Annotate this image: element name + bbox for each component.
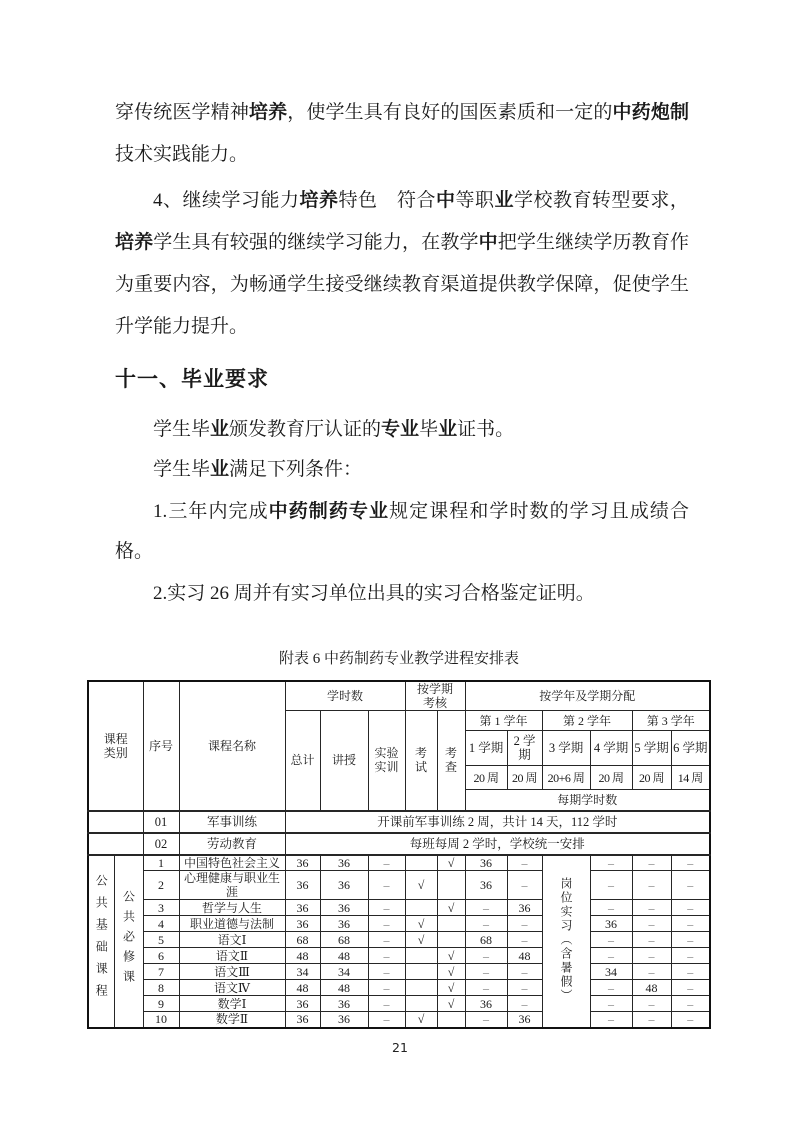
cell-course-name: 语文Ⅱ (179, 948, 285, 964)
cell-course-name: 职业道德与法制 (179, 916, 285, 932)
special-row-labor (88, 833, 710, 855)
cell-semester-2: – (507, 980, 542, 996)
cell-semester-1: 36 (465, 871, 507, 900)
category-outer-cell (88, 855, 114, 1028)
header-per-term-hours-label: 每期学时数 (557, 792, 618, 807)
cell-exam-check (405, 900, 437, 916)
cell-course-name: 语文Ⅰ (179, 932, 285, 948)
cell-semester-1: 36 (465, 996, 507, 1012)
header-weeks-3-label: 20+6 周 (547, 770, 585, 785)
header-weeks-4 (590, 766, 632, 790)
header-seq-label: 序号 (148, 738, 173, 753)
header-distribution-group (465, 681, 710, 711)
cell-lecture-hours: 36 (320, 900, 368, 916)
cell-seq: 3 (143, 900, 179, 916)
cell-seq: 5 (143, 932, 179, 948)
cell-practice-hours: – (368, 996, 405, 1012)
text-run: 学校教育转型要求， (513, 190, 689, 211)
cell-inspect-check (437, 1012, 465, 1028)
header-weeks-5-label: 20 周 (639, 770, 665, 785)
schedule-table (87, 680, 711, 1029)
course-row (88, 948, 710, 964)
header-course-name (179, 681, 285, 811)
text-run: 培养 (299, 190, 339, 211)
cell-practice-hours: – (368, 855, 405, 871)
header-practice-hours (368, 711, 405, 811)
header-year-1 (465, 711, 542, 731)
cell-total-hours: 68 (285, 932, 320, 948)
cell-inspect-check: √ (437, 855, 465, 871)
cell-semester-5: – (632, 964, 671, 980)
cell-seq: 8 (143, 980, 179, 996)
text-run: 证书。 (457, 419, 515, 440)
text-run: 中药炮制 (612, 102, 689, 123)
cell-course-name: 哲学与人生 (179, 900, 285, 916)
cell-semester-2: – (507, 964, 542, 980)
header-weeks-6 (671, 766, 710, 790)
header-course-name-label: 课程名称 (207, 738, 256, 753)
cell-semester-2: – (507, 932, 542, 948)
header-assessment-group (405, 681, 465, 711)
text-run: 中 (478, 232, 498, 253)
cell-semester-1: – (465, 916, 507, 932)
cell-semester-4: 34 (590, 964, 632, 980)
text-run: 学生具有较强的继续学习能力，在教学 (153, 232, 479, 253)
cell-course-name: 数学Ⅰ (179, 996, 285, 1012)
category-inner-cell (114, 855, 143, 1028)
header-semester-3 (542, 731, 590, 766)
cell-category-empty (88, 833, 143, 855)
table-area (87, 648, 711, 1029)
header-weeks-2 (507, 766, 542, 790)
header-exam (405, 711, 437, 811)
cell-inspect-check: √ (437, 900, 465, 916)
paragraph-conditions (115, 450, 689, 490)
cell-semester-1: – (465, 948, 507, 964)
header-weeks-3 (542, 766, 590, 790)
text-run: ，使学生具有良好的国医素质和一定的 (287, 102, 613, 123)
cell-semester-6: – (671, 900, 710, 916)
header-year-2-label: 第 2 学年 (563, 713, 612, 728)
course-row (88, 964, 710, 980)
text-run: 中 (435, 190, 456, 211)
cell-semester-6: – (671, 980, 710, 996)
header-distribution-group-label: 按学年及学期分配 (539, 689, 636, 703)
text-content (115, 92, 689, 614)
cell-inspect-check: √ (437, 948, 465, 964)
cell-semester-6: – (671, 871, 710, 900)
cell-semester-6: – (671, 932, 710, 948)
text-run: 中药制药专业 (268, 501, 390, 522)
cell-lecture-hours: 34 (320, 964, 368, 980)
cell-seq: 10 (143, 1012, 179, 1028)
cell-semester-5: – (632, 932, 671, 948)
header-total-hours (285, 711, 320, 811)
header-exam-label: 考试 (415, 746, 428, 775)
cell-exam-check (405, 855, 437, 871)
cell-semester-4: – (590, 932, 632, 948)
internship-cell (542, 855, 590, 1028)
header-hours-group-label: 学时数 (327, 689, 364, 703)
header-year-2 (542, 711, 632, 731)
text-run: 专业 (381, 419, 420, 440)
cell-practice-hours: – (368, 871, 405, 900)
header-weeks-1 (465, 766, 507, 790)
header-semester-2-label: 2 学期 (513, 734, 536, 762)
header-course-category-label: 课程类别 (103, 731, 128, 760)
header-per-term-hours (465, 790, 710, 811)
cell-semester-4: – (590, 980, 632, 996)
cell-exam-check: √ (405, 916, 437, 932)
cell-practice-hours: – (368, 980, 405, 996)
cell-practice-hours: – (368, 964, 405, 980)
cell-lecture-hours: 68 (320, 932, 368, 948)
text-run: 满足下列条件： (229, 459, 363, 480)
cell-semester-4: – (590, 900, 632, 916)
header-lecture-hours (320, 711, 368, 811)
cell-practice-hours: – (368, 932, 405, 948)
course-row (88, 980, 710, 996)
cell-lecture-hours: 48 (320, 948, 368, 964)
cell-course-name: 语文Ⅳ (179, 980, 285, 996)
section-heading: 十一、毕业要求 (115, 368, 269, 391)
text-run: 业 (210, 459, 230, 480)
table-caption: 附表 6 中药制药专业教学进程安排表 (278, 651, 519, 667)
cell-inspect-check (437, 916, 465, 932)
text-run: 4、继续学习能力 (153, 190, 300, 211)
text-run: 穿传统医学精神 (115, 102, 249, 123)
internship-cell-label: 岗位实习（含暑假） (559, 876, 574, 1003)
cell-total-hours: 48 (285, 980, 320, 996)
cell-semester-4: 36 (590, 916, 632, 932)
header-check-label: 考查 (445, 746, 458, 775)
text-run: 业 (494, 190, 514, 211)
cell-seq: 4 (143, 916, 179, 932)
cell-course-name: 劳动教育 (179, 833, 285, 855)
course-row (88, 996, 710, 1012)
paragraph-condition-1 (115, 492, 689, 572)
course-row (88, 916, 710, 932)
text-run: 技术实践能力。 (115, 144, 249, 165)
cell-total-hours: 36 (285, 900, 320, 916)
cell-exam-check (405, 996, 437, 1012)
cell-course-name: 中国特色社会主义 (179, 855, 285, 871)
paragraph-continuation (115, 92, 689, 176)
header-assessment-group-label: 按学期考核 (417, 682, 454, 710)
special-rows (88, 811, 710, 855)
cell-semester-5: – (632, 996, 671, 1012)
cell-lecture-hours: 36 (320, 871, 368, 900)
cell-total-hours: 36 (285, 996, 320, 1012)
header-year-3 (632, 711, 710, 731)
cell-lecture-hours: 36 (320, 1012, 368, 1028)
cell-total-hours: 36 (285, 855, 320, 871)
cell-semester-6: – (671, 996, 710, 1012)
text-run: 学生毕 (153, 419, 211, 440)
cell-note: 每班每周 2 学时，学校统一安排 (285, 833, 710, 855)
text-run: 把学生继续学历教育作为重要内容，为畅通学生接受继续教育渠道提供教学保障，促使学生升学能力提升。 (115, 232, 689, 337)
header-total-hours-label: 总计 (290, 753, 315, 768)
cell-seq: 1 (143, 855, 179, 871)
cell-practice-hours: – (368, 916, 405, 932)
header-semester-6-label: 6 学期 (673, 741, 708, 755)
cell-course-name: 数学Ⅱ (179, 1012, 285, 1028)
header-semester-1 (465, 731, 507, 766)
cell-semester-2: – (507, 855, 542, 871)
course-row (88, 932, 710, 948)
cell-course-name: 语文Ⅲ (179, 964, 285, 980)
cell-practice-hours: – (368, 1012, 405, 1028)
cell-total-hours: 36 (285, 916, 320, 932)
cell-course-name: 军事训练 (179, 811, 285, 833)
cell-semester-5: – (632, 900, 671, 916)
cell-semester-4: – (590, 871, 632, 900)
cell-inspect-check: √ (437, 980, 465, 996)
cell-semester-5: – (632, 916, 671, 932)
text-run: 学生毕 (153, 459, 211, 480)
cell-semester-1: 36 (465, 855, 507, 871)
cell-exam-check: √ (405, 871, 437, 900)
paragraph-item-4 (115, 180, 689, 348)
cell-semester-5: – (632, 1012, 671, 1028)
cell-course-name: 心理健康与职业生涯 (179, 871, 285, 900)
header-course-category (88, 681, 143, 811)
header-semester-3-label: 3 学期 (548, 741, 584, 755)
header-year-1-label: 第 1 学年 (479, 713, 528, 728)
course-rows (88, 855, 710, 1028)
cell-practice-hours: – (368, 948, 405, 964)
course-row (88, 1012, 710, 1028)
cell-semester-6: – (671, 948, 710, 964)
cell-semester-4: – (590, 996, 632, 1012)
cell-note: 开课前军事训练 2 周，共计 14 天，112 学时 (285, 811, 710, 833)
text-run: 等职 (455, 190, 495, 211)
cell-category-empty (88, 811, 143, 833)
cell-seq: 01 (143, 811, 179, 833)
header-semester-1-label: 1 学期 (468, 741, 504, 755)
header-check (437, 711, 465, 811)
cell-semester-5: – (632, 948, 671, 964)
header-semester-2 (507, 731, 542, 766)
cell-semester-1: – (465, 964, 507, 980)
cell-total-hours: 48 (285, 948, 320, 964)
header-weeks-2-label: 20 周 (512, 770, 538, 785)
cell-semester-4: – (590, 855, 632, 871)
cell-inspect-check (437, 932, 465, 948)
header-seq (143, 681, 179, 811)
cell-inspect-check: √ (437, 964, 465, 980)
text-run: 培养 (248, 102, 288, 123)
header-weeks-1-label: 20 周 (473, 770, 499, 785)
cell-semester-4: – (590, 948, 632, 964)
category-outer-cell-label: 公共基础课程 (94, 873, 109, 1006)
text-run: 规定课程和学时数的学习且成绩合格。 (115, 501, 689, 562)
header-weeks-5 (632, 766, 671, 790)
text-run: 业 (210, 419, 230, 440)
cell-semester-2: – (507, 996, 542, 1012)
header-hours-group (285, 681, 405, 711)
cell-lecture-hours: 36 (320, 996, 368, 1012)
cell-seq: 2 (143, 871, 179, 900)
text-run: 2.实习 26 周并有实习单位出具的实习合格鉴定证明。 (153, 583, 595, 604)
text-run: 毕 (419, 419, 439, 440)
cell-exam-check: √ (405, 1012, 437, 1028)
text-run: 业 (438, 419, 458, 440)
cell-inspect-check (437, 871, 465, 900)
cell-inspect-check: √ (437, 996, 465, 1012)
cell-semester-2: – (507, 871, 542, 900)
cell-total-hours: 36 (285, 1012, 320, 1028)
cell-semester-4: – (590, 1012, 632, 1028)
cell-exam-check: √ (405, 932, 437, 948)
cell-semester-6: – (671, 916, 710, 932)
cell-lecture-hours: 48 (320, 980, 368, 996)
cell-semester-2: 36 (507, 900, 542, 916)
cell-semester-6: – (671, 964, 710, 980)
text-run: 特色 符合 (338, 190, 436, 211)
category-inner-cell-label: 公共必修课 (121, 889, 136, 990)
course-row (88, 900, 710, 916)
cell-lecture-hours: 36 (320, 916, 368, 932)
header-lecture-hours-label: 讲授 (331, 753, 356, 768)
cell-total-hours: 34 (285, 964, 320, 980)
header-year-3-label: 第 3 学年 (646, 713, 695, 728)
text-run: 培养 (115, 232, 154, 253)
text-run: 1.三年内完成 (153, 501, 269, 522)
cell-semester-6: – (671, 855, 710, 871)
header-practice-hours-label: 实验实训 (374, 746, 399, 775)
cell-practice-hours: – (368, 900, 405, 916)
cell-semester-5: – (632, 871, 671, 900)
cell-semester-2: 48 (507, 948, 542, 964)
header-semester-5 (632, 731, 671, 766)
cell-semester-1: – (465, 980, 507, 996)
course-row (88, 871, 710, 900)
cell-exam-check (405, 948, 437, 964)
header-row-groups (88, 681, 710, 711)
cell-lecture-hours: 36 (320, 855, 368, 871)
cell-semester-2: – (507, 916, 542, 932)
page-number: 21 (392, 1040, 408, 1055)
course-row (88, 855, 710, 871)
header-weeks-4-label: 20 周 (598, 770, 624, 785)
header-weeks-6-label: 14 周 (677, 770, 703, 785)
special-row-military (88, 811, 710, 833)
table-header (88, 681, 710, 811)
cell-semester-1: – (465, 900, 507, 916)
cell-total-hours: 36 (285, 871, 320, 900)
cell-seq: 7 (143, 964, 179, 980)
cell-semester-6: – (671, 1012, 710, 1028)
cell-seq: 02 (143, 833, 179, 855)
cell-seq: 9 (143, 996, 179, 1012)
header-semester-4 (590, 731, 632, 766)
cell-semester-1: – (465, 1012, 507, 1028)
cell-seq: 6 (143, 948, 179, 964)
cell-semester-5: – (632, 855, 671, 871)
cell-semester-5: 48 (632, 980, 671, 996)
cell-semester-1: 68 (465, 932, 507, 948)
header-semester-5-label: 5 学期 (634, 741, 669, 755)
cell-semester-2: 36 (507, 1012, 542, 1028)
paragraph-certificate (115, 410, 689, 450)
header-semester-6 (671, 731, 710, 766)
text-run: 颁发教育厅认证的 (229, 419, 382, 440)
cell-exam-check (405, 964, 437, 980)
cell-exam-check (405, 980, 437, 996)
header-semester-4-label: 4 学期 (593, 741, 629, 755)
paragraph-condition-2 (115, 574, 689, 614)
